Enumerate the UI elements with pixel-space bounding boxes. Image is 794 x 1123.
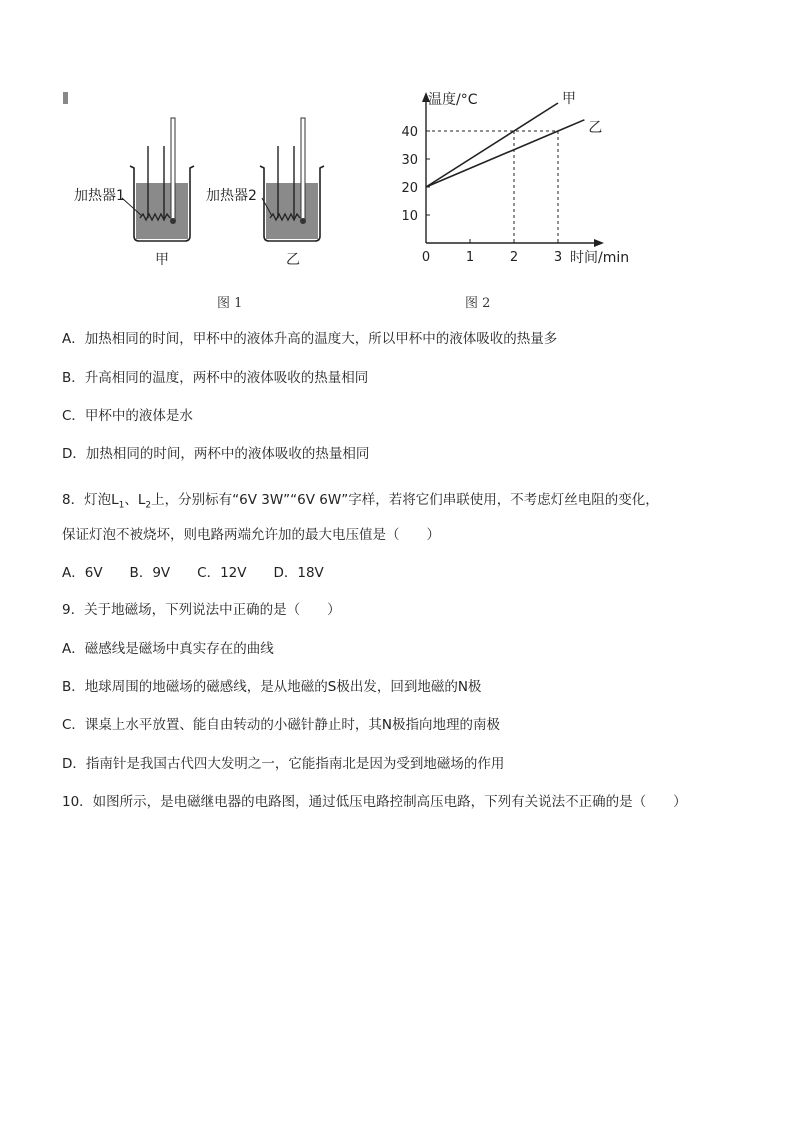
q9-option-d: D．指南针是我国古代四大发明之一，它能指南北是因为受到地磁场的作用 xyxy=(62,756,505,772)
thermometer-jia xyxy=(171,118,175,220)
heater-1-label: 加热器1 xyxy=(74,188,125,204)
q8-stem-line-2: 保证灯泡不被烧坏，则电路两端允许加的最大电压值是（ ） xyxy=(62,527,440,543)
series-line-jia xyxy=(426,103,558,187)
q8-separator: 、 xyxy=(124,492,138,508)
cup-yi-label: 乙 xyxy=(286,252,300,268)
figure-2-chart xyxy=(370,88,640,278)
q8-l1-subscript: 1 xyxy=(118,500,125,511)
figure-2-caption: 图 2 xyxy=(465,296,491,311)
x-tick-label: 0 xyxy=(421,250,431,265)
y-tick-label: 10 xyxy=(401,209,418,224)
x-tick-label: 1 xyxy=(465,250,475,265)
q9-option-b: B．地球周围的地磁场的磁感线，是从地磁的S极出发，回到地磁的N极 xyxy=(62,679,482,695)
x-axis-arrow xyxy=(594,239,604,247)
q8-l1: L xyxy=(111,492,119,508)
thermometer-jia-bulb xyxy=(170,218,176,224)
figure-1-caption: 图 1 xyxy=(217,296,243,311)
beaker-yi-liquid xyxy=(266,183,318,239)
series-label-jia: 甲 xyxy=(562,91,576,107)
q8-stem-line-1 xyxy=(62,491,659,515)
q7-option-a: A．加热相同的时间，甲杯中的液体升高的温度大，所以甲杯中的液体吸收的热量多 xyxy=(62,331,558,347)
y-axis-label: 温度/°C xyxy=(428,92,478,108)
q8-number: 8．灯泡 xyxy=(62,492,112,508)
heater-2-label: 加热器2 xyxy=(206,188,257,204)
beaker-yi xyxy=(260,118,324,241)
q8-options: A．6V B．9V C．12V D．18V xyxy=(62,565,324,581)
q8-stem-rest: 上，分别标有“6V 3W”“6V 6W”字样，若将它们串联使用，不考虑灯丝电阻的变化， xyxy=(151,492,659,508)
scan-mark xyxy=(63,92,68,104)
cup-jia-label: 甲 xyxy=(155,252,169,268)
q7-option-c: C．甲杯中的液体是水 xyxy=(62,408,193,424)
q7-option-d: D．加热相同的时间，两杯中的液体吸收的热量相同 xyxy=(62,446,370,462)
series-label-yi: 乙 xyxy=(588,119,603,136)
x-axis-label: 时间/min xyxy=(570,250,630,266)
x-tick-label: 3 xyxy=(553,250,563,265)
beaker-jia xyxy=(122,118,194,241)
x-tick-label: 2 xyxy=(509,250,519,265)
beaker-jia-liquid xyxy=(136,183,188,239)
q9-option-c: C．课桌上水平放置、能自由转动的小磁针静止时，其N极指向地理的南极 xyxy=(62,717,501,733)
thermometer-yi-bulb xyxy=(300,218,306,224)
q9-stem: 9．关于地磁场，下列说法中正确的是（ ） xyxy=(62,602,341,618)
y-tick-label: 40 xyxy=(401,125,418,140)
y-tick-label: 30 xyxy=(401,153,418,168)
q8-l2-subscript: 2 xyxy=(145,500,152,511)
q9-option-a: A．磁感线是磁场中真实存在的曲线 xyxy=(62,641,274,657)
figure-1-beakers xyxy=(60,88,350,278)
q7-option-b: B．升高相同的温度，两杯中的液体吸收的热量相同 xyxy=(62,370,369,386)
series-line-yi xyxy=(426,120,584,187)
q8-l2: L xyxy=(137,492,146,508)
q10-stem: 10．如图所示，是电磁继电器的电路图，通过低压电路控制高压电路，下列有关说法不正确的是（ ） xyxy=(62,794,687,810)
thermometer-yi xyxy=(301,118,305,220)
y-tick-label: 20 xyxy=(401,181,418,196)
